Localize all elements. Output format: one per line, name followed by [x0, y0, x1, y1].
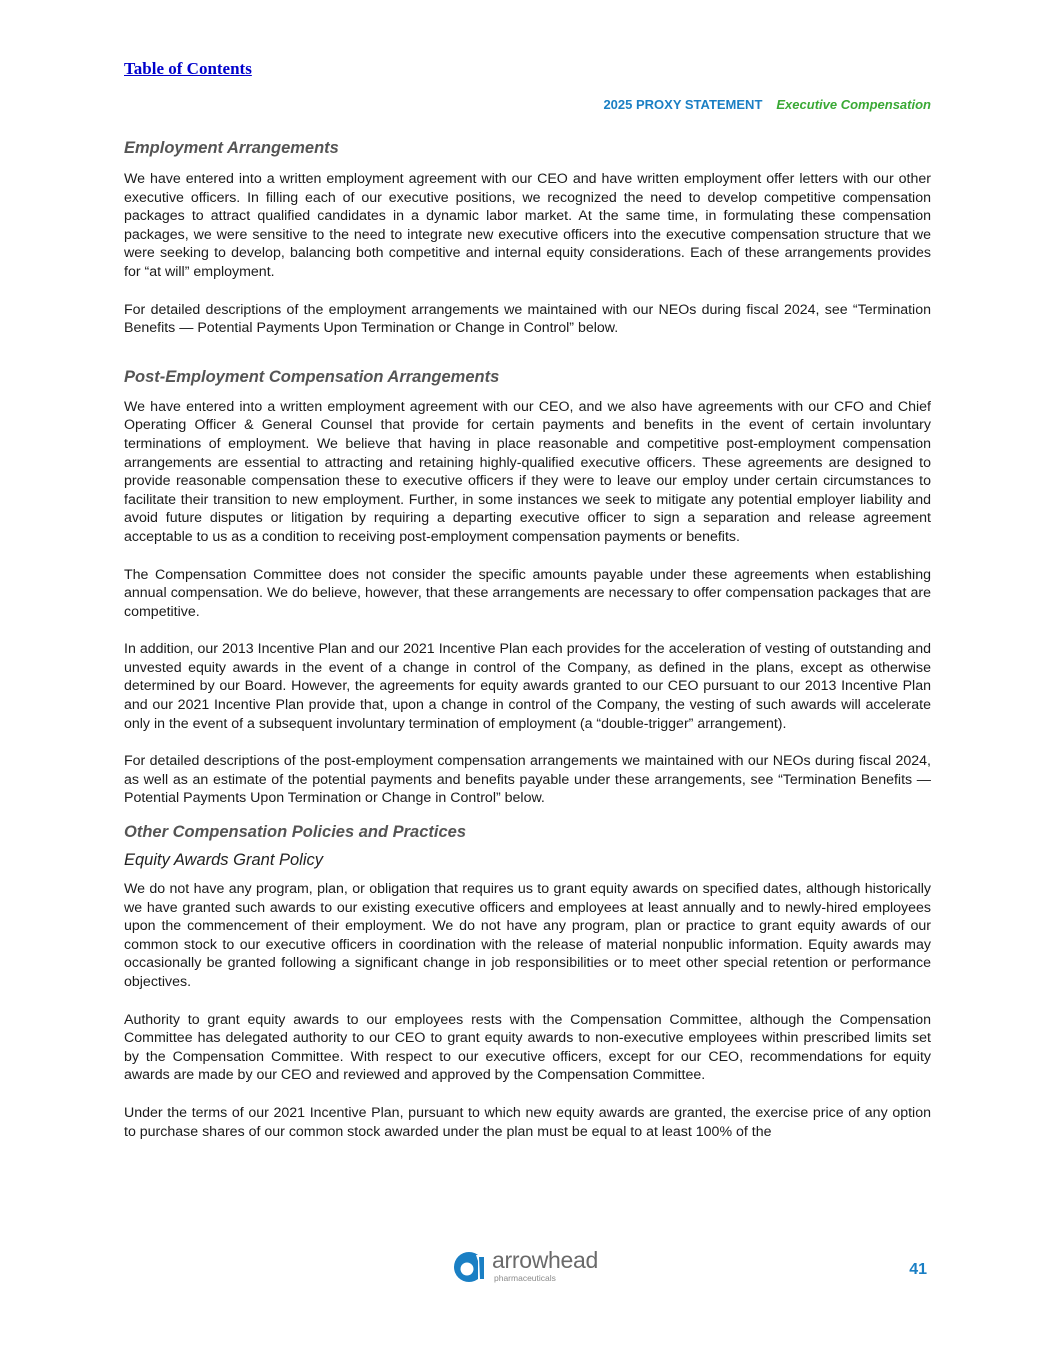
page-number: 41 [909, 1261, 927, 1278]
table-of-contents-link[interactable]: Table of Contents [124, 59, 252, 78]
running-header [603, 97, 931, 112]
document-title: 2025 PROXY STATEMENT [603, 97, 763, 112]
subheading-equity-awards-grant-policy: Equity Awards Grant Policy [124, 851, 323, 870]
paragraph: Under the terms of our 2021 Incentive Plan, pursuant to which new equity awards are granted, the exercise price of any option to purchase shares of our common stock awarded under the plan must be equal to at least 100% of the [124, 1104, 931, 1140]
paragraph: We have entered into a written employment agreement with our CEO and have written employment offer letters with our other executive officers. In filling each of our executive positions, we recognized the need to develop competitive compensation packages to attract qualified candidates in a dynamic labor market. At the same time, in formulating these compensation packages, we were sensitive to the need to integrate new executive officers into the executive compensation structure that we were seeking to develop, balancing both competitive and internal equity considerations. Each of these arrangements provides for “at will” employment. [124, 171, 931, 280]
paragraph: Authority to grant equity awards to our employees rests with the Compensation Committee, although the Compensation Committee has delegated authority to our CEO to grant equity awards to non-executive employees within prescribed limits set by the Compensation Committee. With respect to our executive officers, except for our CEO, recommendations for equity awards are made by our CEO and reviewed and approved by the Compensation Committee. [124, 1011, 931, 1084]
heading-post-employment-compensation: Post-Employment Compensation Arrangements [124, 367, 500, 386]
main-content [124, 136, 931, 1141]
arrowhead-mark-icon [452, 1249, 488, 1285]
paragraph: For detailed descriptions of the post-employment compensation arrangements we maintained with our NEOs during fiscal 2024, as well as an estimate of the potential payments and benefits payable under these arrangements, see “Termination Benefits — Potential Payments Upon Termination or Change in Control” below. [124, 753, 931, 807]
section-title: Executive Compensation [776, 97, 931, 112]
paragraph: We do not have any program, plan, or obligation that requires us to grant equity awards on specified dates, although historically we have granted such awards to our existing executive officers and employees at least annually and to newly-hired employees upon the commencement of their employment. We do not have any program, plan or practice to grant equity awards of our common stock to our executive officers in coordination with the release of material nonpublic information. Equity awards may occasionally be granted following a significant change in job responsibilities or to meet other special retention or performance objectives. [124, 881, 931, 990]
paragraph: For detailed descriptions of the employment arrangements we maintained with our NEOs during fiscal 2024, see “Termination Benefits — Potential Payments Upon Termination or Change in Control” below. [124, 301, 931, 337]
heading-employment-arrangements: Employment Arrangements [124, 139, 339, 157]
paragraph: In addition, our 2013 Incentive Plan and our 2021 Incentive Plan each provides for the acceleration of vesting of outstanding and unvested equity awards in the event of a change in control of the Company, as defined in the plans, except as otherwise determined by our Board. However, the agreements for equity awards granted to our CEO pursuant to our 2013 Incentive Plan and our 2021 Incentive Plan provide that, upon a change in control of the Company, the vesting of such awards will accelerate only in the event of a subsequent involuntary termination of employment (a “double-trigger” arrangement). [124, 641, 931, 732]
logo-wordmark: arrowhead [492, 1247, 598, 1273]
heading-other-compensation-policies: Other Compensation Policies and Practices [124, 823, 467, 842]
paragraph: The Compensation Committee does not consider the specific amounts payable under these agreements when establishing annual compensation. We do believe, however, that these arrangements are necessary to offer compensation packages that are competitive. [124, 566, 931, 620]
arrowhead-logo [452, 1249, 612, 1285]
paragraph: We have entered into a written employment agreement with our CEO, and we also have agreements with our CFO and Chief Operating Officer & General Counsel that provide for certain payments and benefits in the event of certain involuntary terminations of employment. We believe that having in place reasonable and competitive post-employment compensation arrangements are essential to attracting and retaining highly-qualified executive officers. These agreements are designed to provide reasonable compensation these to executive officers if they were to leave our employ under certain circumstances to facilitate their transition to new employment. Further, in some instances we seek to mitigate any potential employer liability and avoid future disputes or litigation by requiring a departing executive officer to sign a separation and release agreement acceptable to us as a condition to receiving post-employment compensation payments or benefits. [124, 398, 931, 545]
logo-tagline: pharmaceuticals [494, 1273, 556, 1283]
